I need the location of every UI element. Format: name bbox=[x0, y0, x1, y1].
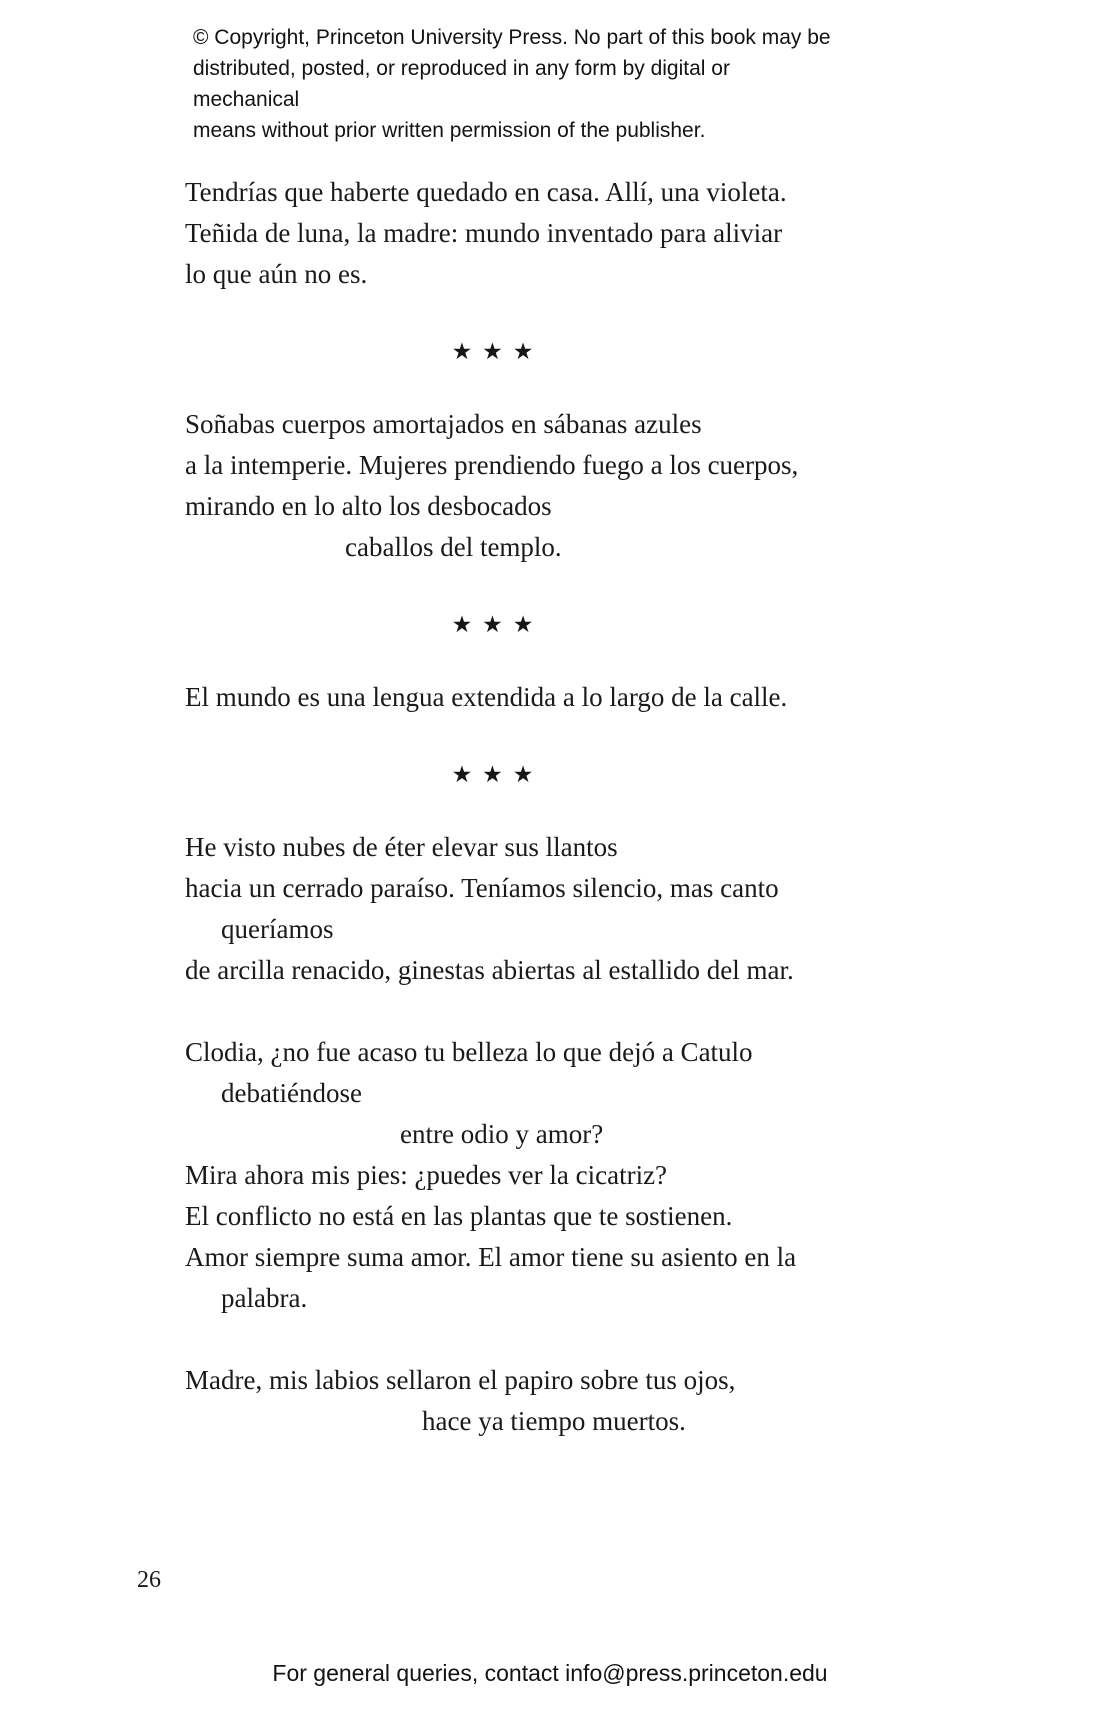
poem-line: hacia un cerrado paraíso. Teníamos silencio, mas canto bbox=[185, 873, 779, 903]
poem-line: a la intemperie. Mujeres prendiendo fuego a los cuerpos, bbox=[185, 450, 799, 480]
poem-line: El mundo es una lengua extendida a lo largo de la calle. bbox=[185, 682, 788, 712]
poem-line: hace ya tiempo muertos. bbox=[422, 1406, 686, 1436]
copyright-line: means without prior written permission of the publisher. bbox=[193, 119, 706, 142]
book-page bbox=[0, 22, 1100, 1722]
footer-contact: For general queries, contact info@press.princeton.edu bbox=[272, 1660, 828, 1686]
stanza bbox=[185, 1032, 800, 1319]
stanza-gap bbox=[185, 991, 800, 1032]
poem-line: Amor siempre suma amor. El amor tiene su asiento en la bbox=[185, 1242, 797, 1272]
poem-line: Teñida de luna, la madre: mundo inventado para aliviar bbox=[185, 218, 783, 248]
poem-line: queríamos bbox=[221, 914, 334, 944]
stanza-gap bbox=[185, 1319, 800, 1360]
poem-line: mirando en lo alto los desbocados bbox=[185, 491, 552, 521]
copyright-line: distributed, posted, or reproduced in any form by digital or mechanical bbox=[193, 57, 730, 111]
poem-line: Tendrías que haberte quedado en casa. Allí, una violeta. bbox=[185, 177, 787, 207]
poem-line: entre odio y amor? bbox=[400, 1119, 604, 1149]
poem-line: lo que aún no es. bbox=[185, 259, 368, 289]
copyright-line: © Copyright, Princeton University Press. No part of this book may be bbox=[193, 26, 831, 49]
poem-line: de arcilla renacido, ginestas abiertas al estallido del mar. bbox=[185, 955, 794, 985]
stanza bbox=[185, 1360, 800, 1442]
stanza-separator-stars: ★★★ bbox=[451, 339, 544, 364]
poem-line: caballos del templo. bbox=[345, 532, 562, 562]
poem-line: Soñabas cuerpos amortajados en sábanas azules bbox=[185, 409, 702, 439]
stanza bbox=[185, 827, 800, 991]
stanza-separator-stars: ★★★ bbox=[451, 762, 544, 787]
stanza bbox=[185, 404, 800, 568]
poem-line: El conflicto no está en las plantas que te sostienen. bbox=[185, 1201, 733, 1231]
stanza bbox=[185, 172, 800, 295]
poem-line: palabra. bbox=[221, 1283, 308, 1313]
stanza-separator-stars: ★★★ bbox=[451, 612, 544, 637]
poem-line: debatiéndose bbox=[221, 1078, 362, 1108]
stanza bbox=[185, 677, 800, 718]
page-number: 26 bbox=[137, 1567, 161, 1593]
poem-body bbox=[185, 172, 800, 1442]
poem-line: Clodia, ¿no fue acaso tu belleza lo que dejó a Catulo bbox=[185, 1037, 753, 1067]
poem-line: Madre, mis labios sellaron el papiro sobre tus ojos, bbox=[185, 1365, 736, 1395]
poem-line: He visto nubes de éter elevar sus llantos bbox=[185, 832, 618, 862]
poem-line: Mira ahora mis pies: ¿puedes ver la cicatriz? bbox=[185, 1160, 668, 1190]
copyright-notice bbox=[193, 22, 833, 146]
